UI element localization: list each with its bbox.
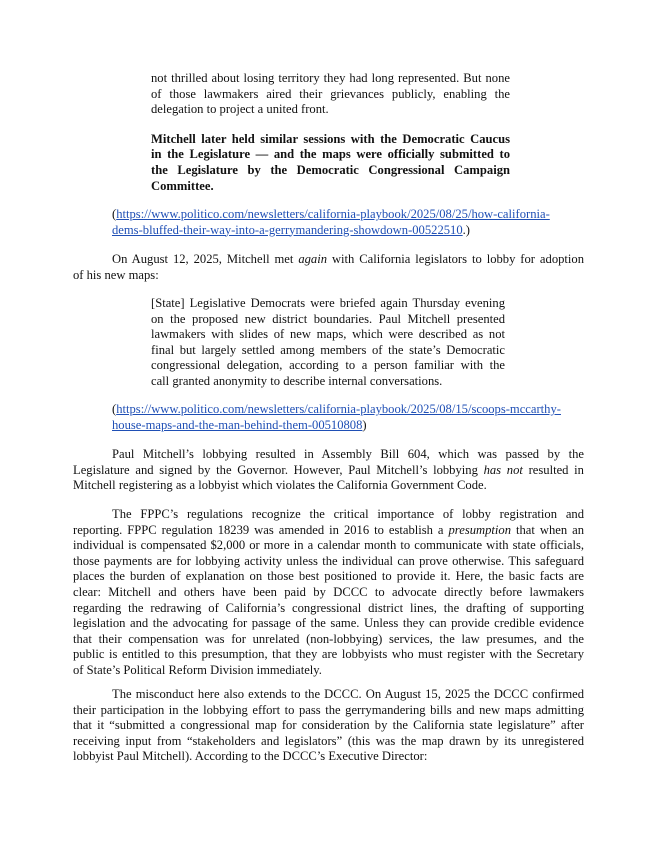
quote-bold-line: Mitchell later held similar sessions with the Democratic Caucus xyxy=(151,131,510,146)
paragraph-line: Mitchell registering as a lobbyist which violates the California Government Code. xyxy=(73,478,487,493)
citation-1 xyxy=(112,207,584,238)
paragraph-line: that their compensation was for unrelated (non-lobbying) services, the law presumes, and the xyxy=(73,631,584,646)
paragraph-line: legislation and the advocating for passage of the same. Unless they can provide credible evidence xyxy=(73,616,584,631)
paragraph-dccc xyxy=(73,687,584,765)
paragraph-line: that it “submitted a congressional map for consideration by the California state legislature” after xyxy=(73,718,584,733)
paragraph-aug12 xyxy=(73,252,584,283)
emphasis: presumption xyxy=(448,522,512,537)
quote-line: delegation to project a united front. xyxy=(151,102,329,117)
text-run: On August 12, 2025, Mitchell met xyxy=(112,252,299,266)
citation-link[interactable]: https://www.politico.com/newsletters/california-playbook/2025/08/15/scoops-mccarthy- xyxy=(116,402,561,416)
citation-link-cont[interactable]: dems-bluffed-their-way-into-a-gerrymandering-showdown-00522510 xyxy=(112,222,463,237)
citation-line xyxy=(112,223,584,239)
block-quote-1 xyxy=(151,71,510,194)
quote-line: on the proposed new district boundaries. Paul Mitchell presented xyxy=(151,311,505,326)
paragraph-line: places the burden of explanation on those best positioned to provide it. Here, the basic facts are xyxy=(73,569,584,584)
block-quote-2 xyxy=(151,296,505,390)
paren-open: ( xyxy=(112,402,117,416)
text-run: reporting. FPPC regulation 18239 was amended in 2016 to establish a xyxy=(73,522,449,537)
quote-line: of those lawmakers aired their grievances publicly, enabling the xyxy=(151,86,510,101)
quote-line: final but largely settled among members of the state’s Democratic xyxy=(151,342,505,357)
paragraph-line: receiving input from “stakeholders and legislators” (this was the map drawn by its unregistered xyxy=(73,733,584,748)
paragraph-line xyxy=(73,523,584,539)
citation-line xyxy=(112,418,584,434)
citation-line xyxy=(112,207,584,223)
paragraph-line: those payments are for lobbying activity unless the individual can prove otherwise. This safeguard xyxy=(73,553,584,568)
paragraph-line: their participation in the lobbying effort to pass the gerrymandering bills and new maps admitting xyxy=(73,702,584,717)
quote-line: congressional delegation, according to a person familiar with the xyxy=(151,358,505,373)
paragraph-line: public is entitled to this presumption, that they are lobbyists who must register with the Secretary xyxy=(73,647,584,662)
paragraph-line: Paul Mitchell’s lobbying resulted in Assembly Bill 604, which was passed by the xyxy=(112,447,584,461)
quote-line: not thrilled about losing territory they had long represented. But none xyxy=(151,71,510,85)
paren-close: .) xyxy=(462,222,470,237)
citation-link[interactable]: https://www.politico.com/newsletters/california-playbook/2025/08/25/how-california- xyxy=(116,207,550,221)
paragraph-line: The misconduct here also extends to the DCCC. On August 15, 2025 the DCCC confirmed xyxy=(112,687,584,701)
paragraph-line xyxy=(73,252,584,268)
paragraph-line: individual is compensated $2,000 or more in a calendar month to communicate with state officials, xyxy=(73,538,584,553)
text-run: resulted in xyxy=(522,462,584,477)
paragraph-line: regarding the redrawing of California’s congressional district lines, the drafting of supporting xyxy=(73,600,584,615)
paren-close: ) xyxy=(362,417,367,432)
citation-line xyxy=(112,402,584,418)
quote-line: call granted anonymity to describe internal conversations. xyxy=(151,373,443,388)
citation-link-cont[interactable]: house-maps-and-the-man-behind-them-00510808 xyxy=(112,417,363,432)
quote-line: [State] Legislative Democrats were briefed again Thursday evening xyxy=(151,296,505,310)
quote-bold-line: Committee. xyxy=(151,178,214,193)
emphasis: has not xyxy=(483,462,523,477)
emphasis: again xyxy=(298,252,328,266)
quote-bold-line: the Legislature by the Democratic Congressional Campaign xyxy=(151,162,510,177)
paragraph-line: of State’s Political Reform Division immediately. xyxy=(73,662,322,677)
citation-2 xyxy=(112,402,584,433)
paren-open: ( xyxy=(112,207,117,221)
paragraph-line xyxy=(73,463,584,479)
text-run: with California legislators to lobby for adoption xyxy=(327,252,584,266)
quote-line: lawmakers with slides of new maps, which were described as not xyxy=(151,327,505,342)
text-run: Legislature and signed by the Governor. However, Paul Mitchell’s lobbying xyxy=(73,462,484,477)
quote-bold-line: in the Legislature — and the maps were officially submitted to xyxy=(151,147,510,162)
paragraph-line: of his new maps: xyxy=(73,267,159,282)
paragraph-line: The FPPC’s regulations recognize the critical importance of lobby registration and xyxy=(112,507,584,521)
text-run: that when an xyxy=(511,522,584,537)
paragraph-line: clear: Mitchell and others have been paid by DCCC to advocate directly before lawmakers xyxy=(73,584,584,599)
paragraph-fppc xyxy=(73,507,584,679)
paragraph-ab604 xyxy=(73,447,584,494)
paragraph-line: lobbyist Paul Mitchell). According to the DCCC’s Executive Director: xyxy=(73,749,428,764)
